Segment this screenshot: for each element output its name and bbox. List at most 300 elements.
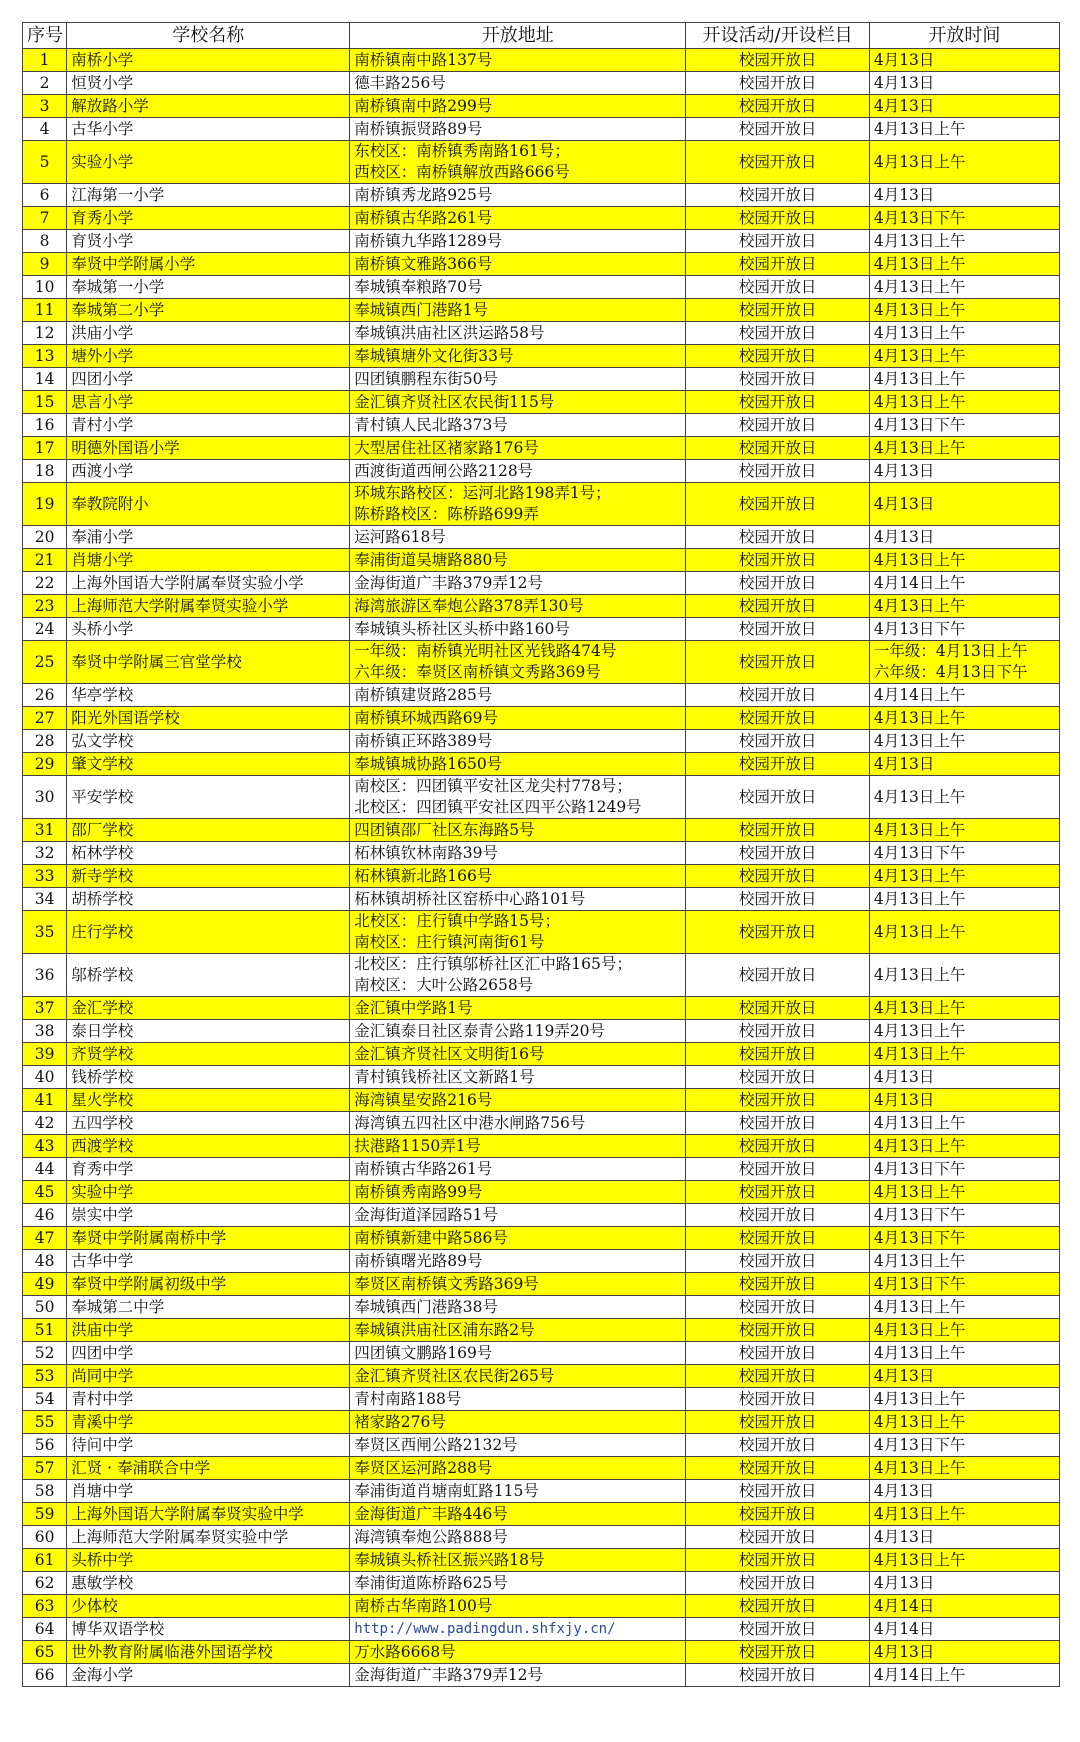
address-cell <box>350 730 686 753</box>
open-time-cell <box>869 207 1059 230</box>
row-number: 53 <box>23 1365 67 1388</box>
address-cell-line: 陈桥路校区：陈桥路699弄 <box>354 505 539 523</box>
school-name: 塘外小学 <box>67 345 350 368</box>
address-cell <box>350 276 686 299</box>
table-row <box>23 437 1060 460</box>
address-cell-line: 奉贤区西闸公路2132号 <box>354 1435 518 1454</box>
address-cell <box>350 95 686 118</box>
open-time-cell-line: 4月13日上午 <box>873 231 966 250</box>
address-cell <box>350 345 686 368</box>
table-row <box>23 1020 1060 1043</box>
open-time-cell <box>869 888 1059 911</box>
address-cell-line: 金海街道广丰路379弄12号 <box>354 573 544 592</box>
open-time-cell <box>869 414 1059 437</box>
open-time-cell-line: 4月13日上午 <box>873 300 966 319</box>
activity-cell: 校园开放日 <box>686 184 870 207</box>
address-cell-line: 金汇镇齐贤社区农民街265号 <box>354 1366 555 1385</box>
school-name: 阳光外国语学校 <box>67 707 350 730</box>
open-time-cell-line: 4月14日上午 <box>873 685 966 704</box>
address-cell-line: 青村南路188号 <box>354 1389 462 1408</box>
address-cell <box>350 1503 686 1526</box>
table-row <box>23 276 1060 299</box>
address-cell-line: 海湾镇五四社区中港水闸路756号 <box>354 1113 586 1132</box>
activity-cell: 校园开放日 <box>686 819 870 842</box>
address-cell <box>350 1204 686 1227</box>
open-time-cell-line: 4月14日 <box>873 1596 935 1615</box>
row-number: 60 <box>23 1526 67 1549</box>
row-number: 16 <box>23 414 67 437</box>
open-time-cell-line: 六年级：4月13日下午 <box>873 663 1028 681</box>
activity-cell: 校园开放日 <box>686 95 870 118</box>
address-cell-line: 奉城镇头桥社区振兴路18号 <box>354 1550 545 1569</box>
address-cell <box>350 753 686 776</box>
address-cell-line: 奉贤区南桥镇文秀路369号 <box>354 1274 539 1293</box>
address-cell-line: 海湾镇奉炮公路888号 <box>354 1527 508 1546</box>
school-name: 青村小学 <box>67 414 350 437</box>
open-time-cell-line: 4月13日 <box>873 185 935 204</box>
table-row <box>23 526 1060 549</box>
address-cell-line: 一年级：南桥镇光明社区光钱路474号 <box>354 642 617 660</box>
table-row <box>23 1457 1060 1480</box>
table-row <box>23 345 1060 368</box>
open-time-cell <box>869 1089 1059 1112</box>
school-name: 奉浦小学 <box>67 526 350 549</box>
activity-cell: 校园开放日 <box>686 911 870 954</box>
open-time-cell <box>869 391 1059 414</box>
row-number: 26 <box>23 684 67 707</box>
address-cell <box>350 684 686 707</box>
open-time-cell <box>869 776 1059 819</box>
school-name: 金汇学校 <box>67 997 350 1020</box>
open-time-cell <box>869 549 1059 572</box>
address-cell-line: 海湾旅游区奉炮公路378弄130号 <box>354 596 584 615</box>
row-number: 7 <box>23 207 67 230</box>
open-time-cell <box>869 1112 1059 1135</box>
school-name: 奉教院附小 <box>67 483 350 526</box>
open-time-cell-line: 4月14日上午 <box>873 573 966 592</box>
activity-cell: 校园开放日 <box>686 1181 870 1204</box>
school-name: 齐贤学校 <box>67 1043 350 1066</box>
open-time-cell <box>869 1020 1059 1043</box>
table-row <box>23 207 1060 230</box>
open-time-cell-line: 4月13日下午 <box>873 208 966 227</box>
activity-cell: 校园开放日 <box>686 299 870 322</box>
row-number: 63 <box>23 1595 67 1618</box>
row-number: 49 <box>23 1273 67 1296</box>
address-cell-line: 奉城镇城协路1650号 <box>354 754 503 773</box>
row-number: 22 <box>23 572 67 595</box>
activity-cell: 校园开放日 <box>686 49 870 72</box>
table-row <box>23 49 1060 72</box>
table-row <box>23 842 1060 865</box>
school-name: 解放路小学 <box>67 95 350 118</box>
open-time-cell-line: 4月13日上午 <box>873 787 966 806</box>
activity-cell: 校园开放日 <box>686 707 870 730</box>
header-open-time: 开放时间 <box>869 23 1059 49</box>
activity-cell: 校园开放日 <box>686 1549 870 1572</box>
activity-cell: 校园开放日 <box>686 842 870 865</box>
address-cell-line: 北校区：四团镇平安社区四平公路1249号 <box>354 798 642 816</box>
row-number: 28 <box>23 730 67 753</box>
activity-cell: 校园开放日 <box>686 1227 870 1250</box>
open-time-cell <box>869 1480 1059 1503</box>
table-row <box>23 1411 1060 1434</box>
school-name: 上海外国语大学附属奉贤实验小学 <box>67 572 350 595</box>
school-name: 洪庙中学 <box>67 1319 350 1342</box>
table-row <box>23 414 1060 437</box>
address-cell <box>350 618 686 641</box>
table-row <box>23 1250 1060 1273</box>
address-cell <box>350 1664 686 1687</box>
open-time-cell-line: 4月13日 <box>873 50 935 69</box>
open-time-cell-line: 4月13日上午 <box>873 820 966 839</box>
open-time-cell <box>869 819 1059 842</box>
address-cell <box>350 1227 686 1250</box>
row-number: 15 <box>23 391 67 414</box>
address-cell <box>350 595 686 618</box>
address-cell <box>350 1434 686 1457</box>
row-number: 32 <box>23 842 67 865</box>
table-row <box>23 1273 1060 1296</box>
row-number: 43 <box>23 1135 67 1158</box>
open-time-cell-line: 4月13日上午 <box>873 1343 966 1362</box>
open-time-cell-line: 4月13日上午 <box>873 1389 966 1408</box>
address-cell <box>350 322 686 345</box>
row-number: 39 <box>23 1043 67 1066</box>
activity-cell: 校园开放日 <box>686 641 870 684</box>
address-cell <box>350 299 686 322</box>
address-cell <box>350 1273 686 1296</box>
activity-cell: 校园开放日 <box>686 865 870 888</box>
school-name: 崇实中学 <box>67 1204 350 1227</box>
activity-cell: 校园开放日 <box>686 391 870 414</box>
open-time-cell-line: 4月13日下午 <box>873 843 966 862</box>
activity-cell: 校园开放日 <box>686 460 870 483</box>
open-time-cell-line: 4月13日上午 <box>873 346 966 365</box>
open-time-cell <box>869 230 1059 253</box>
table-row <box>23 1158 1060 1181</box>
address-cell-line: 奉贤区运河路288号 <box>354 1458 493 1477</box>
school-name: 青村中学 <box>67 1388 350 1411</box>
table-row <box>23 1296 1060 1319</box>
address-cell <box>350 184 686 207</box>
open-time-cell-line: 4月13日上午 <box>873 1458 966 1477</box>
address-cell <box>350 437 686 460</box>
open-time-cell-line: 4月13日上午 <box>873 323 966 342</box>
address-cell <box>350 253 686 276</box>
table-row <box>23 368 1060 391</box>
row-number: 62 <box>23 1572 67 1595</box>
open-time-cell <box>869 184 1059 207</box>
row-number: 51 <box>23 1319 67 1342</box>
activity-cell: 校园开放日 <box>686 345 870 368</box>
row-number: 18 <box>23 460 67 483</box>
activity-cell: 校园开放日 <box>686 1503 870 1526</box>
open-time-cell-line: 4月13日上午 <box>873 1021 966 1040</box>
open-time-cell <box>869 1457 1059 1480</box>
activity-cell: 校园开放日 <box>686 1089 870 1112</box>
open-time-cell-line: 4月13日上午 <box>873 596 966 615</box>
activity-cell: 校园开放日 <box>686 483 870 526</box>
table-row <box>23 230 1060 253</box>
open-time-cell <box>869 1135 1059 1158</box>
open-time-cell-line: 4月13日上午 <box>873 866 966 885</box>
activity-cell: 校园开放日 <box>686 1411 870 1434</box>
address-cell-line: 海湾镇星安路216号 <box>354 1090 493 1109</box>
open-time-cell <box>869 641 1059 684</box>
school-name: 少体校 <box>67 1595 350 1618</box>
address-cell <box>350 1457 686 1480</box>
address-cell-line: 四团镇文鹏路169号 <box>354 1343 493 1362</box>
address-cell <box>350 526 686 549</box>
address-cell-line: 柘林镇钦林南路39号 <box>354 843 498 862</box>
address-cell-line: 奉城镇洪庙社区洪运路58号 <box>354 323 545 342</box>
address-cell <box>350 819 686 842</box>
open-time-cell <box>869 1618 1059 1641</box>
open-time-cell-line: 4月13日上午 <box>873 438 966 457</box>
row-number: 36 <box>23 954 67 997</box>
row-number: 11 <box>23 299 67 322</box>
activity-cell: 校园开放日 <box>686 1112 870 1135</box>
row-number: 25 <box>23 641 67 684</box>
open-time-cell-line: 4月13日下午 <box>873 619 966 638</box>
open-time-cell <box>869 595 1059 618</box>
open-time-cell-line: 4月13日上午 <box>873 1044 966 1063</box>
open-time-cell <box>869 1595 1059 1618</box>
address-cell <box>350 1066 686 1089</box>
open-time-cell-line: 4月13日下午 <box>873 1205 966 1224</box>
table-row <box>23 1227 1060 1250</box>
school-name: 育贤小学 <box>67 230 350 253</box>
table-row <box>23 118 1060 141</box>
row-number: 31 <box>23 819 67 842</box>
address-cell-line: 金海街道广丰路446号 <box>354 1504 508 1523</box>
open-time-cell-line: 4月13日下午 <box>873 415 966 434</box>
open-time-cell-line: 4月13日 <box>873 96 935 115</box>
row-number: 42 <box>23 1112 67 1135</box>
address-cell <box>350 842 686 865</box>
row-number: 12 <box>23 322 67 345</box>
row-number: 13 <box>23 345 67 368</box>
table-row <box>23 141 1060 184</box>
table-row <box>23 595 1060 618</box>
school-name: 奉贤中学附属三官堂学校 <box>67 641 350 684</box>
address-cell-line: 环城东路校区：运河北路198弄1号； <box>354 484 611 502</box>
activity-cell: 校园开放日 <box>686 684 870 707</box>
open-time-cell <box>869 707 1059 730</box>
row-number: 40 <box>23 1066 67 1089</box>
table-row <box>23 460 1060 483</box>
table-row <box>23 1043 1060 1066</box>
address-cell <box>350 641 686 684</box>
row-number: 47 <box>23 1227 67 1250</box>
open-time-cell <box>869 1365 1059 1388</box>
open-time-cell-line: 4月14日 <box>873 1619 935 1638</box>
open-time-cell-line: 4月13日上午 <box>873 731 966 750</box>
open-time-cell-line: 4月13日上午 <box>873 922 966 941</box>
address-cell-line: 青村镇人民北路373号 <box>354 415 508 434</box>
row-number: 65 <box>23 1641 67 1664</box>
address-cell-line: 南校区：庄行镇河南街61号 <box>354 933 545 951</box>
open-time-cell-line: 4月13日 <box>873 1481 935 1500</box>
activity-cell: 校园开放日 <box>686 1020 870 1043</box>
open-time-cell-line: 4月13日上午 <box>873 708 966 727</box>
school-name: 汇贤 · 奉浦联合中学 <box>67 1457 350 1480</box>
row-number: 1 <box>23 49 67 72</box>
open-time-cell-line: 一年级：4月13日上午 <box>873 642 1028 660</box>
activity-cell: 校园开放日 <box>686 1296 870 1319</box>
activity-cell: 校园开放日 <box>686 276 870 299</box>
activity-cell: 校园开放日 <box>686 1641 870 1664</box>
school-name: 上海师范大学附属奉贤实验小学 <box>67 595 350 618</box>
address-cell[interactable] <box>350 1618 686 1641</box>
row-number: 6 <box>23 184 67 207</box>
address-cell-line: 奉城镇奉粮路70号 <box>354 277 483 296</box>
address-cell-line: 南桥镇秀龙路925号 <box>354 185 493 204</box>
open-time-cell <box>869 1250 1059 1273</box>
open-time-cell <box>869 911 1059 954</box>
activity-cell: 校园开放日 <box>686 368 870 391</box>
activity-cell: 校园开放日 <box>686 207 870 230</box>
open-time-cell-line: 4月13日 <box>873 1642 935 1661</box>
open-time-cell-line: 4月13日上午 <box>873 152 966 171</box>
header-activity: 开设活动/开设栏目 <box>686 23 870 49</box>
row-number: 56 <box>23 1434 67 1457</box>
school-name: 待问中学 <box>67 1434 350 1457</box>
activity-cell: 校园开放日 <box>686 230 870 253</box>
open-time-cell-line: 4月13日上午 <box>873 1320 966 1339</box>
address-cell-line: 金汇镇齐贤社区文明街16号 <box>354 1044 545 1063</box>
activity-cell: 校园开放日 <box>686 253 870 276</box>
school-name: 育秀小学 <box>67 207 350 230</box>
address-cell-line: 南桥镇古华路261号 <box>354 1159 493 1178</box>
table-row <box>23 819 1060 842</box>
open-time-cell <box>869 1434 1059 1457</box>
table-row <box>23 707 1060 730</box>
open-time-cell <box>869 730 1059 753</box>
open-time-cell <box>869 253 1059 276</box>
open-time-cell-line: 4月13日 <box>873 1067 935 1086</box>
address-cell-line: 奉城镇头桥社区头桥中路160号 <box>354 619 570 638</box>
address-cell-line: 东校区：南桥镇秀南路161号； <box>354 142 570 160</box>
school-name: 泰日学校 <box>67 1020 350 1043</box>
school-name: 世外教育附属临港外国语学校 <box>67 1641 350 1664</box>
address-cell-line: 金海街道泽园路51号 <box>354 1205 498 1224</box>
open-time-cell-line: 4月13日 <box>873 73 935 92</box>
table-row <box>23 1342 1060 1365</box>
open-time-cell <box>869 49 1059 72</box>
activity-cell: 校园开放日 <box>686 1457 870 1480</box>
activity-cell: 校园开放日 <box>686 595 870 618</box>
school-name: 胡桥学校 <box>67 888 350 911</box>
school-name: 肇文学校 <box>67 753 350 776</box>
school-name: 邵厂学校 <box>67 819 350 842</box>
address-cell-line: 北校区：庄行镇邬桥社区汇中路165号； <box>354 955 632 973</box>
school-name: 育秀中学 <box>67 1158 350 1181</box>
address-cell <box>350 1319 686 1342</box>
open-time-cell <box>869 345 1059 368</box>
table-row <box>23 1664 1060 1687</box>
school-name: 奉城第二小学 <box>67 299 350 322</box>
address-cell-line: 柘林镇胡桥社区窑桥中心路101号 <box>354 889 586 908</box>
open-time-cell-line: 4月13日 <box>873 527 935 546</box>
activity-cell: 校园开放日 <box>686 526 870 549</box>
activity-cell: 校园开放日 <box>686 1480 870 1503</box>
open-time-cell-line: 4月13日 <box>873 1090 935 1109</box>
activity-cell: 校园开放日 <box>686 1526 870 1549</box>
address-cell-line: 褚家路276号 <box>354 1412 446 1431</box>
address-cell-line: 南桥镇曙光路89号 <box>354 1251 483 1270</box>
row-number: 8 <box>23 230 67 253</box>
activity-cell: 校园开放日 <box>686 1250 870 1273</box>
school-name: 四团中学 <box>67 1342 350 1365</box>
row-number: 41 <box>23 1089 67 1112</box>
address-cell <box>350 1043 686 1066</box>
row-number: 54 <box>23 1388 67 1411</box>
table-row <box>23 572 1060 595</box>
address-cell-line: 金汇镇泰日社区泰青公路119弄20号 <box>354 1021 606 1040</box>
open-time-cell <box>869 1204 1059 1227</box>
school-name: 实验小学 <box>67 141 350 184</box>
address-cell-line: 西校区：南桥镇解放西路666号 <box>354 163 570 181</box>
row-number: 52 <box>23 1342 67 1365</box>
address-cell <box>350 997 686 1020</box>
row-number: 4 <box>23 118 67 141</box>
open-time-cell-line: 4月13日上午 <box>873 1136 966 1155</box>
row-number: 44 <box>23 1158 67 1181</box>
address-cell-line: 南桥镇南中路137号 <box>354 50 493 69</box>
row-number: 9 <box>23 253 67 276</box>
address-cell-line: http://www.padingdun.shfxjy.cn/ <box>354 1620 616 1637</box>
school-name: 庄行学校 <box>67 911 350 954</box>
address-cell <box>350 954 686 997</box>
address-cell-line: 运河路618号 <box>354 527 446 546</box>
school-name: 平安学校 <box>67 776 350 819</box>
address-cell <box>350 72 686 95</box>
open-time-cell <box>869 684 1059 707</box>
address-cell <box>350 49 686 72</box>
table-row <box>23 753 1060 776</box>
open-time-cell <box>869 526 1059 549</box>
row-number: 17 <box>23 437 67 460</box>
row-number: 29 <box>23 753 67 776</box>
open-time-cell-line: 4月13日上午 <box>873 119 966 138</box>
open-time-cell <box>869 572 1059 595</box>
school-name: 古华小学 <box>67 118 350 141</box>
activity-cell: 校园开放日 <box>686 1066 870 1089</box>
activity-cell: 校园开放日 <box>686 1273 870 1296</box>
activity-cell: 校园开放日 <box>686 1434 870 1457</box>
address-cell <box>350 707 686 730</box>
row-number: 38 <box>23 1020 67 1043</box>
open-time-cell <box>869 118 1059 141</box>
open-time-cell <box>869 997 1059 1020</box>
address-cell-line: 南桥古华南路100号 <box>354 1596 493 1615</box>
school-name: 实验中学 <box>67 1181 350 1204</box>
address-cell-line: 南桥镇正环路389号 <box>354 731 493 750</box>
table-row <box>23 184 1060 207</box>
school-name: 奉贤中学附属小学 <box>67 253 350 276</box>
address-cell <box>350 230 686 253</box>
open-time-cell <box>869 299 1059 322</box>
open-time-cell-line: 4月13日下午 <box>873 1435 966 1454</box>
address-cell-line: 南校区：四团镇平安社区龙尖村778号； <box>354 777 632 795</box>
school-name: 钱桥学校 <box>67 1066 350 1089</box>
address-cell-line: 南校区：大叶公路2658号 <box>354 976 534 994</box>
address-cell-line: 大型居住社区褚家路176号 <box>354 438 539 457</box>
open-time-cell <box>869 368 1059 391</box>
open-time-cell <box>869 1411 1059 1434</box>
